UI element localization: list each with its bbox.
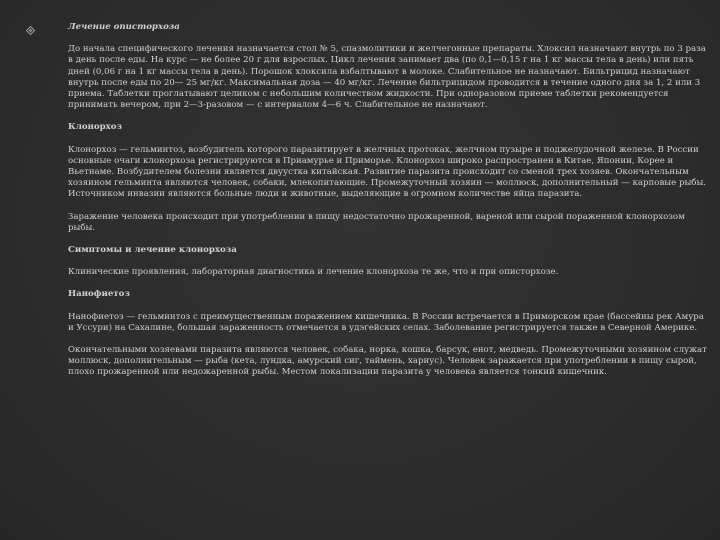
paragraph-clonorchiasis-infection: Заражение человека происходит при употреблении в пищу недостаточно прожаренной, вареной или сырой пораженной клонорхозом рыбы.	[68, 211, 685, 233]
paragraph-clonorchiasis-symptoms: Клинические проявления, лабораторная диагностика и лечение клонорхоза те же, что и при описторхозе.	[68, 267, 559, 278]
paragraph-nanophyetiasis-hosts: Окончательными хозяевами паразита являются человек, собака, норка, кошка, барсук, енот, медведь. Промежуточными хозяином служат моллюск, дополнительным — рыба (кета, лундка, амурский сиг, таймень, хариус). Человек заражается при употреблении в пищу сырой, плохо прожаренной или недожаренной рыбы. Местом локализации паразита у человека является тонкий кишечник.	[68, 345, 707, 378]
diamond-bullet-icon	[26, 26, 35, 35]
section-title-clonorchiasis-symptoms: Симптомы и лечение клонорхоза	[68, 245, 237, 256]
section-title-opisthorchiasis-treatment: Лечение описторхоза	[68, 22, 180, 32]
section-title-nanophyetiasis: Нанофиетоз	[68, 289, 130, 300]
paragraph-opisthorchiasis-treatment: До начала специфического лечения назначается стол № 5, спазмолитики и желчегонные препараты. Хлоксил назначают внутрь по 3 раза в день после еды. На курс — не более 20 г для взрослых. Цикл лечения занимает два (по 0,1—0,15 г на 1 кг массы тела в день) или пять дней (0,06 г на 1 кг массы тела в день). Порошок хлоксила взбалтывают в молоке. Слабительное не назначают. Бильтрицид назначают внутрь после еды по 20— 25 мг/кг. Максимальная доза — 40 мг/кг. Лечение бильтрицидом проводится в течение одного дня за 1, 2 или 3 приема. Таблетки проглатывают целиком с небольшим количеством жидкости. При одноразовом приеме таблетки рекомендуется принимать вечером, при 2—3-разовом — с интервалом 4—6 ч. Слабительное не назначают.	[68, 44, 706, 111]
section-title-clonorchiasis: Клонорхоз	[68, 122, 122, 133]
slide-content	[68, 22, 708, 390]
paragraph-clonorchiasis-description: Клонорхоз — гельминтоз, возбудитель которого паразитирует в желчных протоках, желчном пузыре и поджелудочной железе. В России основные очаги клонорхоза регистрируются в Приамурье и Приморье. Клонорхоз широко распространен в Китае, Японии, Корее и Вьетнаме. Возбудителем болезни является двуустка китайская. Развитие паразита происходит со сменой трех хозяев. Окончательным хозяином гельминта являются человек, собаки, млекопитающие. Промежуточный хозяин — моллюск, дополнительный — карповые рыбы. Источником инвазии являются больные люди и животные, выделяющие в огромном количестве яйца паразита.	[68, 144, 707, 200]
paragraph-nanophyetiasis-description: Нанофиетоз — гельминтоз с преимущественным поражением кишечника. В России встречается в Приморском крае (бассейны рек Амура и Уссури) на Сахалине, большая зараженность отмечается в удэгейских селах. Заболевание регистрируется также в Северной Америке.	[68, 311, 704, 333]
